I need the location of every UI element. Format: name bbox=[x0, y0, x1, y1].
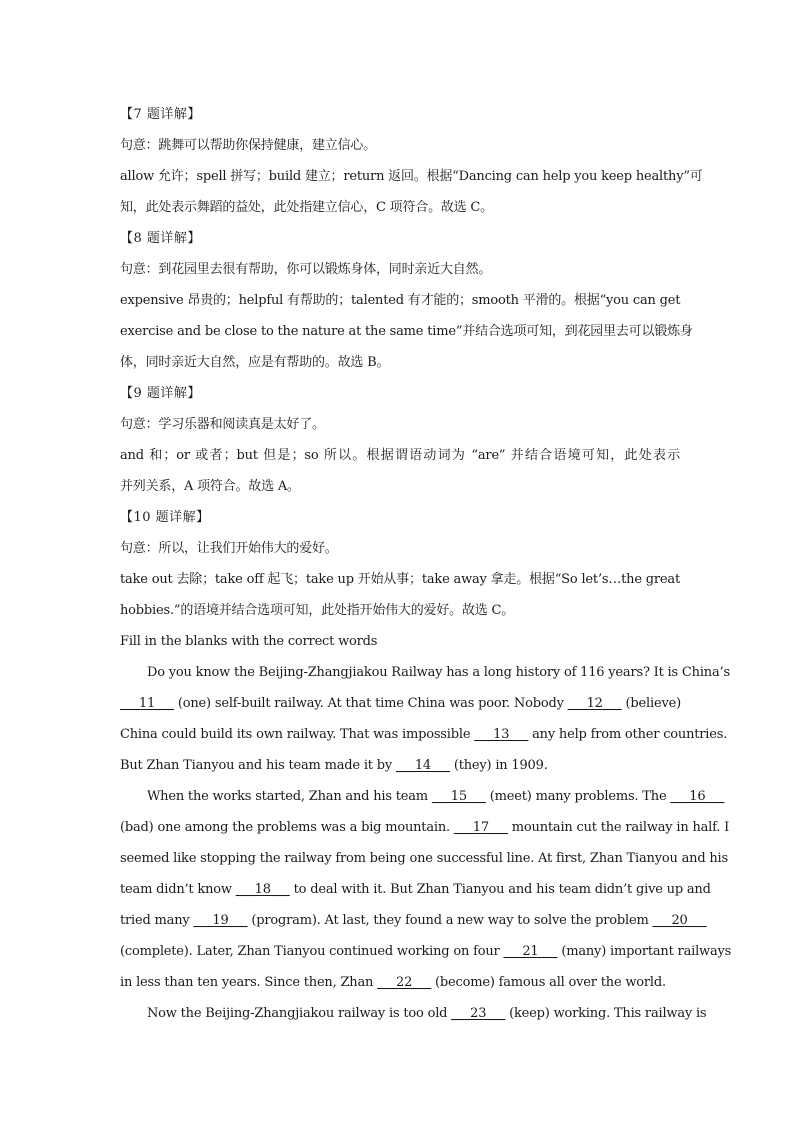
explanation-line bbox=[120, 595, 680, 626]
text-segment: any help from other countries. bbox=[528, 727, 728, 742]
explanation-line bbox=[120, 285, 680, 316]
text-segment: in less than ten years. Since then, Zhan bbox=[120, 975, 378, 990]
text-segment: tried many bbox=[120, 913, 194, 928]
text-segment: (bad) one among the problems was a big mountain. bbox=[120, 820, 454, 835]
passage-line bbox=[120, 657, 730, 688]
answer-blank[interactable]: ___23___ bbox=[451, 1006, 506, 1021]
sentence-meaning bbox=[120, 130, 680, 161]
passage-line bbox=[120, 874, 711, 905]
section-heading bbox=[120, 502, 680, 533]
answer-blank[interactable]: ___16___ bbox=[670, 789, 725, 804]
answer-blank[interactable]: ___22___ bbox=[377, 975, 432, 990]
text-segment: exercise and be close to the nature at the same time”并结合选项可知，到花园里去可以锻炼身 bbox=[120, 324, 693, 339]
explanation-line bbox=[120, 161, 703, 192]
answer-blank[interactable]: ___17___ bbox=[453, 820, 508, 835]
text-segment: (they) in 1909. bbox=[449, 758, 548, 773]
answer-blank[interactable]: ___18___ bbox=[235, 882, 290, 897]
text-segment: and 和；or 或者；but 但是；so 所以。根据谓语动词为 “are” 并结合语境可知，此处表示 bbox=[120, 448, 680, 463]
text-segment: When the works started, Zhan and his team bbox=[147, 789, 432, 804]
text-segment: Fill in the blanks with the correct words bbox=[120, 634, 378, 649]
text-segment: 【9 题详解】 bbox=[120, 386, 201, 401]
exercise-instruction bbox=[120, 626, 680, 657]
text-segment: allow 允许；spell 拼写；build 建立；return 返回。根据“Dancing can help you keep healthy”可 bbox=[120, 169, 703, 184]
passage-line bbox=[120, 998, 707, 1029]
text-segment: hobbies.”的语境并结合选项可知，此处指开始伟大的爱好。故选 C。 bbox=[120, 603, 515, 618]
text-segment: seemed like stopping the railway from being one successful line. At first, Zhan Tianyou and his bbox=[120, 851, 728, 866]
text-segment: Now the Beijing-Zhangjiakou railway is too old bbox=[147, 1006, 452, 1021]
text-segment: (one) self-built railway. At that time China was poor. Nobody bbox=[173, 696, 568, 711]
text-segment: China could build its own railway. That was impossible bbox=[120, 727, 475, 742]
answer-blank[interactable]: ___11___ bbox=[120, 696, 174, 711]
answer-blank[interactable]: ___20___ bbox=[652, 913, 707, 928]
answer-blank[interactable]: ___21___ bbox=[503, 944, 558, 959]
text-segment: 句意：跳舞可以帮助你保持健康，建立信心。 bbox=[120, 138, 377, 153]
text-segment: 句意：学习乐器和阅读真是太好了。 bbox=[120, 417, 325, 432]
section-heading bbox=[120, 99, 680, 130]
text-segment: (program). At last, they found a new way to solve the problem bbox=[247, 913, 653, 928]
text-segment: expensive 昂贵的；helpful 有帮助的；talented 有才能的；smooth 平滑的。根据“you can get bbox=[120, 293, 681, 308]
section-heading bbox=[120, 223, 680, 254]
passage-line bbox=[120, 750, 680, 781]
document-page bbox=[120, 99, 732, 1029]
explanation-line bbox=[120, 471, 680, 502]
text-segment: 【7 题详解】 bbox=[120, 107, 201, 122]
section-heading bbox=[120, 378, 680, 409]
answer-blank[interactable]: ___19___ bbox=[193, 913, 248, 928]
passage-line bbox=[120, 812, 730, 843]
text-segment: (keep) working. This railway is bbox=[505, 1006, 707, 1021]
answer-blank[interactable]: ___12___ bbox=[567, 696, 622, 711]
text-segment: (meet) many problems. The bbox=[485, 789, 671, 804]
explanation-line bbox=[120, 316, 693, 347]
text-segment: (believe) bbox=[621, 696, 681, 711]
text-segment: 体，同时亲近大自然，应是有帮助的。故选 B。 bbox=[120, 355, 390, 370]
answer-blank[interactable]: ___13___ bbox=[474, 727, 529, 742]
text-segment: 并列关系，A 项符合。故选 A。 bbox=[120, 479, 300, 494]
sentence-meaning bbox=[120, 409, 680, 440]
text-segment: team didn’t know bbox=[120, 882, 236, 897]
text-segment: Do you know the Beijing-Zhangjiakou Railway has a long history of 116 years? It is China’s bbox=[147, 665, 730, 680]
passage-line bbox=[120, 719, 728, 750]
sentence-meaning bbox=[120, 533, 680, 564]
text-segment: 知，此处表示舞蹈的益处，此处指建立信心，C 项符合。故选 C。 bbox=[120, 200, 493, 215]
text-segment: to deal with it. But Zhan Tianyou and his team didn’t give up and bbox=[289, 882, 711, 897]
passage-line bbox=[120, 843, 728, 874]
explanation-line bbox=[120, 192, 680, 223]
text-segment: 句意：到花园里去很有帮助，你可以锻炼身体，同时亲近大自然。 bbox=[120, 262, 492, 277]
text-segment: 【8 题详解】 bbox=[120, 231, 201, 246]
answer-blank[interactable]: ___15___ bbox=[431, 789, 486, 804]
passage-line bbox=[120, 967, 680, 998]
sentence-meaning bbox=[120, 254, 680, 285]
text-segment: take out 去除；take off 起飞；take up 开始从事；take away 拿走。根据“So let’s…the great bbox=[120, 572, 680, 587]
text-segment: mountain cut the railway in half. I bbox=[507, 820, 730, 835]
passage-line bbox=[120, 781, 725, 812]
passage-line bbox=[120, 688, 680, 719]
answer-blank[interactable]: ___14___ bbox=[395, 758, 450, 773]
text-segment: (many) important railways bbox=[557, 944, 732, 959]
explanation-line bbox=[120, 564, 680, 595]
text-segment: But Zhan Tianyou and his team made it by bbox=[120, 758, 396, 773]
explanation-line bbox=[120, 440, 680, 471]
explanation-line bbox=[120, 347, 680, 378]
text-segment: 句意：所以，让我们开始伟大的爱好。 bbox=[120, 541, 338, 556]
passage-line bbox=[120, 905, 707, 936]
passage-line bbox=[120, 936, 732, 967]
text-segment: (become) famous all over the world. bbox=[431, 975, 666, 990]
text-segment: (complete). Later, Zhan Tianyou continued working on four bbox=[120, 944, 504, 959]
text-segment: 【10 题详解】 bbox=[120, 510, 210, 525]
